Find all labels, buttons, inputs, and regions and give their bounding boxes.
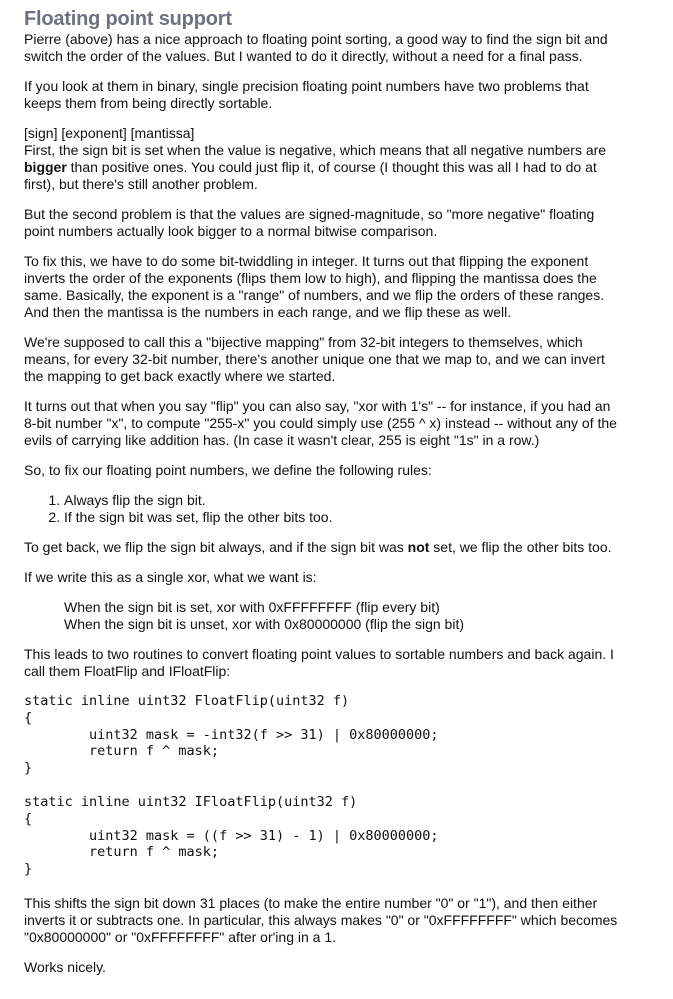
paragraph-rules-intro: So, to fix our floating point numbers, we define the following rules: bbox=[24, 462, 432, 478]
paragraph-xor-flip: It turns out that when you say "flip" you can also say, "xor with 1's" -- for instance, if you had an 8-bit number "x", to compute "255-x" you could simply use (255 ^ x) instead -- without any of the evils of carrying like addition has. (In case it wasn't clear, 255 is eight "1s" in a row.) bbox=[24, 398, 617, 448]
paragraph-conclusion: Works nicely. bbox=[24, 958, 106, 975]
paragraph-bijective-mapping: We're supposed to call this a "bijective mapping" from 32-bit integers to themselves, which means, for every 32-bit number, there's another unique one that we map to, and we can invert the mapping to get back exactly where we started. bbox=[24, 334, 605, 384]
paragraph-binary-problems: If you look at them in binary, single precision floating point numbers have two problems that keeps them from being directly sortable. bbox=[24, 78, 589, 111]
rules-list bbox=[24, 492, 624, 526]
xor-rule-unset: When the sign bit is unset, xor with 0x80000000 (flip the sign bit) bbox=[64, 616, 464, 632]
code-floatflip: static inline uint32 FloatFlip(uint32 f) { uint32 mask = -int32(f >> 31) | 0x80000000; return f ^ mask; } bbox=[24, 693, 439, 777]
bit-layout-text: [sign] [exponent] [mantissa] bbox=[24, 125, 195, 141]
paragraph-routines: This leads to two routines to convert floating point values to sortable numbers and back again. I call them FloatFlip and IFloatFlip: bbox=[24, 646, 614, 679]
code-ifloatflip: static inline uint32 IFloatFlip(uint32 f) { uint32 mask = ((f >> 31) - 1) | 0x80000000; return f ^ mask; } bbox=[24, 793, 439, 878]
list-item: 2. If the sign bit was set, flip the other bits too. bbox=[64, 509, 624, 526]
paragraph-explanation: This shifts the sign bit down 31 places (to make the entire number "0" or "1"), and then either inverts it or subtracts one. In particular, this always makes "0" or "0xFFFFFFFF" which becomes "0x80000000" or "0xFFFFFFFF" after or'ing in a 1. bbox=[24, 894, 618, 945]
paragraph-bit-twiddling: To fix this, we have to do some bit-twiddling in integer. It turns out that flipping the exponent inverts the order of the exponents (flips them low to high), and flipping the mantissa does the same. Basically, the exponent is a "range" of numbers, and we flip the orders of these ranges. And then the mantissa is the numbers in each range, and we flip these as well. bbox=[24, 253, 605, 320]
paragraph-intro: Pierre (above) has a nice approach to floating point sorting, a good way to find the sign bit and switch the order of the values. But I wanted to do it directly, without a need for a final pass. bbox=[24, 31, 608, 64]
paragraph-single-xor: If we write this as a single xor, what we want is: bbox=[24, 569, 317, 585]
xor-rules-block bbox=[64, 599, 624, 633]
section-title: Floating point support bbox=[24, 8, 232, 30]
emphasis-not: not bbox=[407, 539, 430, 555]
paragraph-signed-magnitude: But the second problem is that the values are signed-magnitude, so "more negative" floating point numbers actually look bigger to a normal bitwise comparison. bbox=[24, 206, 595, 239]
paragraph-get-back: To get back, we flip the sign bit always, and if the sign bit was not set, we flip the other bits too. bbox=[24, 539, 612, 555]
paragraph-sign-bit: [sign] [exponent] [mantissa] First, the sign bit is set when the value is negative, which means that all negative numbers are bigger than positive ones. You could just flip it, of course (I thought this was all I had to do at first), but there's still another problem. bbox=[24, 125, 607, 192]
emphasis-bigger: bigger bbox=[24, 159, 67, 175]
list-item: 1. Always flip the sign bit. bbox=[64, 492, 624, 509]
xor-rule-set: When the sign bit is set, xor with 0xFFFFFFFF (flip every bit) bbox=[64, 599, 440, 615]
